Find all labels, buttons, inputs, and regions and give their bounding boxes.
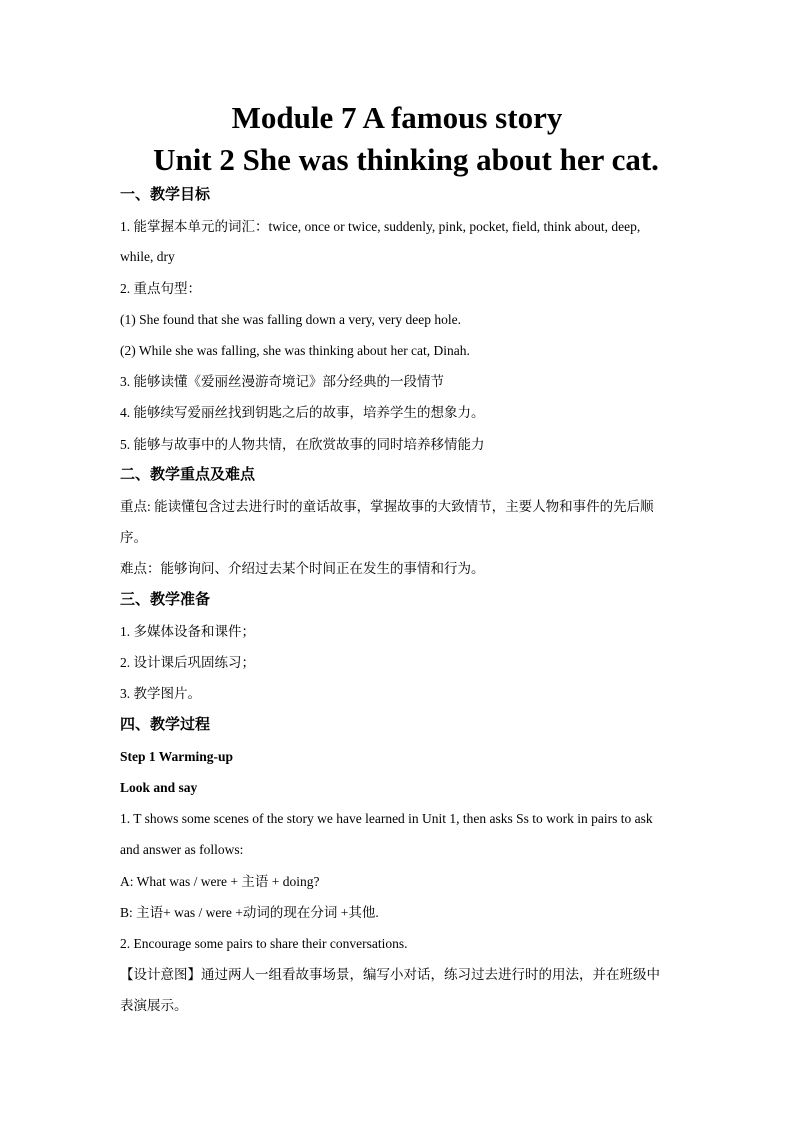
dialogue-question: A: What was / were + 主语 + doing? [120, 874, 320, 889]
process-item-1: 1. T shows some scenes of the story we have learned in Unit 1, then asks Ss to work in pairs to ask [120, 811, 653, 826]
objective-item-2: 2. 重点句型： [120, 281, 201, 296]
objective-item-1-cont: while, dry [120, 249, 175, 264]
section-heading-process: 四、教学过程 [120, 717, 211, 733]
dialogue-answer: B: 主语+ was / were +动词的现在分词 +其他. [120, 905, 379, 920]
design-intent: 【设计意图】通过两人一组看故事场景，编写小对话，练习过去进行时的用法，并在班级中 [120, 967, 660, 982]
objective-item-1: 1. 能掌握本单元的词汇：twice, once or twice, suddenly, pink, pocket, field, think about, deep, [120, 219, 641, 234]
preparation-item-3: 3. 教学图片。 [120, 686, 201, 701]
unit-title: Unit 2 She was thinking about her cat. [153, 142, 659, 177]
objective-item-4: 4. 能够续写爱丽丝找到钥匙之后的故事，培养学生的想象力。 [120, 405, 485, 420]
difficulty: 难点：能够询问、介绍过去某个时间正在发生的事情和行为。 [120, 561, 485, 576]
sentence-pattern-1: (1) She found that she was falling down a very, very deep hole. [120, 312, 462, 327]
objective-item-3: 3. 能够读懂《爱丽丝漫游奇境记》部分经典的一段情节 [120, 374, 444, 389]
objective-item-5: 5. 能够与故事中的人物共情，在欣赏故事的同时培养移情能力 [120, 437, 485, 452]
preparation-item-1: 1. 多媒体设备和课件； [120, 624, 255, 639]
process-item-2: 2. Encourage some pairs to share their conversations. [120, 936, 408, 951]
step-1-heading: Step 1 Warming-up [120, 749, 234, 764]
look-and-say-heading: Look and say [120, 780, 198, 795]
section-heading-preparation: 三、教学准备 [120, 592, 211, 608]
process-item-1-cont: and answer as follows: [120, 842, 244, 857]
sentence-pattern-2: (2) While she was falling, she was thinking about her cat, Dinah. [120, 343, 470, 358]
module-title: Module 7 A famous story [231, 100, 563, 135]
preparation-item-2: 2. 设计课后巩固练习； [120, 655, 255, 670]
section-heading-keypoints: 二、教学重点及难点 [120, 467, 256, 483]
section-heading-objectives: 一、教学目标 [120, 187, 211, 203]
key-focus: 重点: 能读懂包含过去进行时的童话故事，掌握故事的大致情节，主要人物和事件的先后顺 [120, 499, 654, 514]
key-focus-cont: 序。 [120, 530, 147, 545]
design-intent-cont: 表演展示。 [120, 998, 188, 1013]
